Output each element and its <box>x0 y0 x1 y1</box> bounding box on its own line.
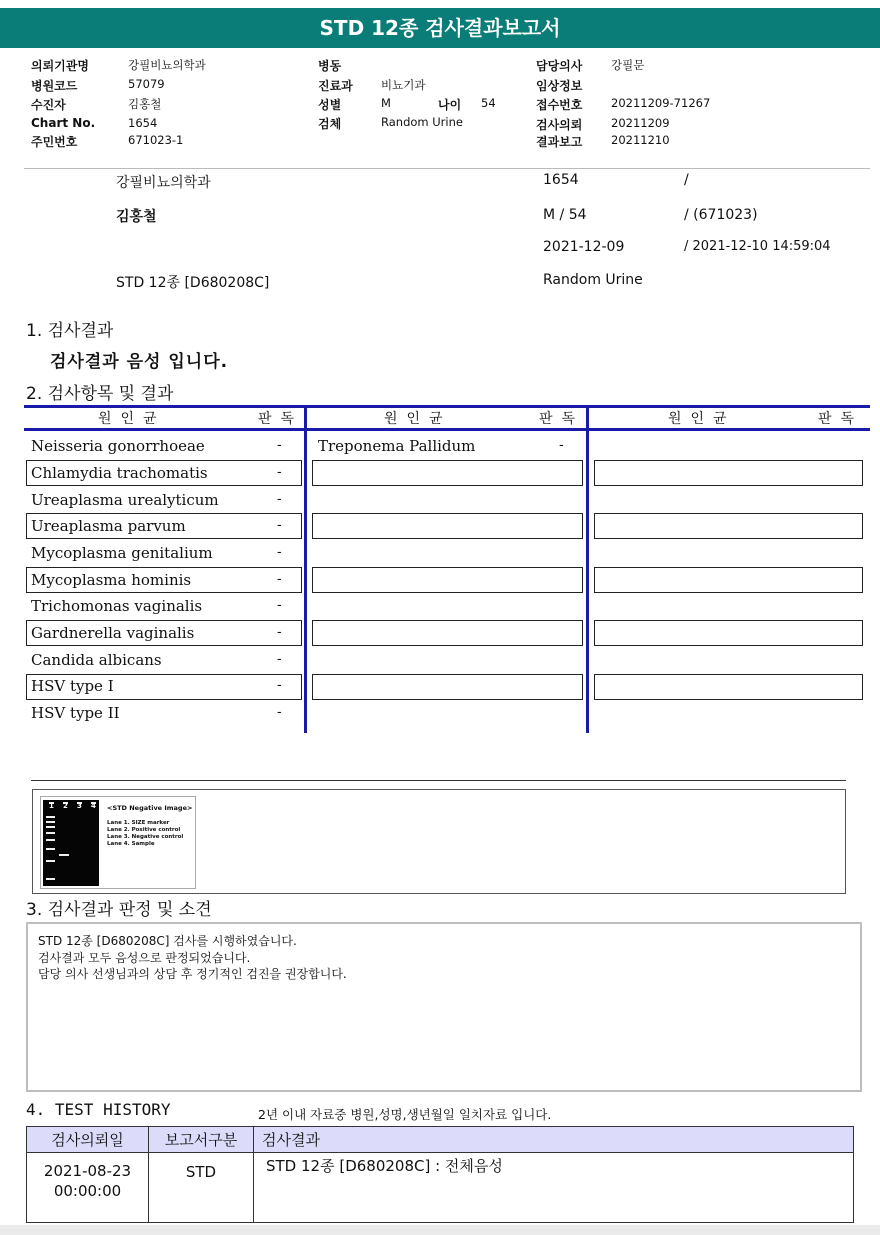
organism-result: - <box>277 438 282 453</box>
section3-title: 3. 검사결과 판정 및 소견 <box>26 900 212 920</box>
institution-value: 강필비뇨의학과 <box>128 58 206 72</box>
summary-specimen: Random Urine <box>543 272 643 288</box>
organism-result: - <box>559 438 564 453</box>
organism-name: Candida albicans <box>31 651 162 669</box>
organism-result: - <box>277 465 282 480</box>
opinion-box <box>26 922 862 1092</box>
clinical-info-label: 임상정보 <box>536 79 583 93</box>
summary-rrn: / (671023) <box>684 207 758 223</box>
lane-number: 3 <box>77 802 82 810</box>
patient-name-label: 수진자 <box>31 98 66 112</box>
organism-name: Trichomonas vaginalis <box>31 597 203 615</box>
history-date-cell <box>27 1153 149 1223</box>
grid-col-rule-2 <box>586 405 589 733</box>
row-box <box>312 567 583 593</box>
organism-name: Mycoplasma hominis <box>31 571 192 589</box>
report-date-value: 20211210 <box>611 133 670 147</box>
summary-sex-age: M / 54 <box>543 207 587 223</box>
history-header-result: 검사결과 <box>254 1127 854 1153</box>
hospital-code-value: 57079 <box>128 77 165 91</box>
row-box <box>312 620 583 646</box>
request-date-value: 20211209 <box>611 116 670 130</box>
table-row <box>27 1153 854 1223</box>
gel-band <box>46 878 55 880</box>
grid-head-rule <box>24 428 870 431</box>
organism-name: Chlamydia trachomatis <box>31 464 208 482</box>
gel-legend: Lane 3. Negative control <box>107 834 184 840</box>
specimen-value: Random Urine <box>381 115 463 129</box>
gel-band <box>59 854 69 856</box>
organism-name: Neisseria gonorrhoeae <box>31 437 205 455</box>
organism-result: - <box>277 705 282 720</box>
organism-result: - <box>277 572 282 587</box>
row-box <box>594 620 863 646</box>
lane-number: 2 <box>63 802 68 810</box>
row-box <box>312 513 583 539</box>
organism-name: Gardnerella vaginalis <box>31 624 195 642</box>
summary-date2: / 2021-12-10 14:59:04 <box>684 239 831 254</box>
history-type: STD <box>149 1153 254 1223</box>
organism-result: - <box>277 492 282 507</box>
organism-result: - <box>277 518 282 533</box>
col1-organism-header: 원인균 <box>98 411 166 427</box>
gel-photo <box>43 800 99 886</box>
history-header-type: 보고서구분 <box>149 1127 254 1153</box>
sex-value: M <box>381 96 391 110</box>
history-result: STD 12종 [D680208C] : 전체음성 <box>254 1153 854 1223</box>
col1-result-header: 판독 <box>258 411 304 427</box>
gel-legend: Lane 2. Positive control <box>107 827 181 833</box>
gel-legend: Lane 1. SIZE marker <box>107 820 170 826</box>
ward-label: 병동 <box>318 59 342 73</box>
organism-name: Treponema Pallidum <box>318 437 476 455</box>
history-header-date: 검사의뢰일 <box>27 1127 149 1153</box>
request-date-label: 검사의뢰 <box>536 118 583 132</box>
chart-no-label: Chart No. <box>31 116 96 130</box>
gel-band <box>46 816 55 818</box>
col2-organism-header: 원인균 <box>384 411 452 427</box>
opinion-line: 담당 의사 선생님과의 상담 후 정기적인 검진을 권장합니다. <box>38 967 347 981</box>
section2-title: 2. 검사항목 및 결과 <box>26 384 174 404</box>
summary-chart: 1654 <box>543 172 579 188</box>
image-top-rule <box>31 780 846 781</box>
rrn-label: 주민번호 <box>31 135 78 149</box>
gel-band <box>46 821 55 823</box>
organism-name: Ureaplasma parvum <box>31 517 186 535</box>
row-box <box>594 513 863 539</box>
age-value: 54 <box>481 96 496 110</box>
gel-band <box>46 832 55 834</box>
row-box <box>312 460 583 486</box>
history-time: 00:00:00 <box>53 1182 122 1200</box>
summary-name: 김홍철 <box>116 209 157 225</box>
section1-text: 검사결과 음성 입니다. <box>50 352 229 372</box>
col3-result-header: 판독 <box>818 411 864 427</box>
doctor-label: 담당의사 <box>536 59 583 73</box>
sex-label: 성별 <box>318 98 342 112</box>
lane-number: 1 <box>49 802 54 810</box>
organism-result: - <box>277 598 282 613</box>
organism-result: - <box>277 652 282 667</box>
history-header-row <box>27 1127 854 1153</box>
opinion-line: 검사결과 모두 음성으로 판정되었습니다. <box>38 951 251 965</box>
row-box <box>594 567 863 593</box>
receipt-no-label: 접수번호 <box>536 98 583 112</box>
header-divider <box>24 168 870 169</box>
organism-result: - <box>277 625 282 640</box>
opinion-line: STD 12종 [D680208C] 검사를 시행하였습니다. <box>38 934 297 948</box>
summary-test: STD 12종 [D680208C] <box>116 275 270 291</box>
dept-value: 비뇨기과 <box>381 78 426 92</box>
grid-col-rule-1 <box>304 405 307 733</box>
gel-image <box>40 796 196 889</box>
organism-name: HSV type II <box>31 704 120 722</box>
doctor-value: 강필문 <box>611 58 645 72</box>
organism-name: Ureaplasma urealyticum <box>31 491 219 509</box>
gel-legend: Lane 4. Sample <box>107 841 155 847</box>
organism-result: - <box>277 545 282 560</box>
gel-band <box>46 839 55 841</box>
summary-slash: / <box>684 172 689 188</box>
row-box <box>594 460 863 486</box>
chart-no-value: 1654 <box>128 116 158 130</box>
specimen-label: 검체 <box>318 117 342 131</box>
patient-name-value: 김홍철 <box>128 97 162 111</box>
gel-band <box>46 826 55 828</box>
gel-title: <STD Negative Image> <box>107 804 193 812</box>
history-table <box>26 1126 854 1223</box>
dept-label: 진료과 <box>318 79 353 93</box>
organism-result: - <box>277 678 282 693</box>
summary-date1: 2021-12-09 <box>543 239 625 255</box>
organism-name: HSV type I <box>31 677 114 695</box>
summary-hospital: 강필비뇨의학과 <box>116 175 211 191</box>
row-box <box>594 674 863 700</box>
institution-label: 의뢰기관명 <box>31 59 89 73</box>
col2-result-header: 판독 <box>539 411 585 427</box>
gel-band <box>46 848 55 850</box>
col3-organism-header: 원인균 <box>668 411 736 427</box>
receipt-no-value: 20211209-71267 <box>611 96 711 110</box>
report-date-label: 결과보고 <box>536 135 583 149</box>
lane-number: 4 <box>91 802 96 810</box>
age-label: 나이 <box>438 98 462 112</box>
row-box <box>312 674 583 700</box>
section1-title: 1. 검사결과 <box>26 321 114 341</box>
organism-name: Mycoplasma genitalium <box>31 544 213 562</box>
gel-band <box>46 860 55 862</box>
history-date: 2021-08-23 <box>43 1162 132 1180</box>
hospital-code-label: 병원코드 <box>31 79 78 93</box>
rrn-value: 671023-1 <box>128 133 184 147</box>
history-note: 2년 이내 자료중 병원,성명,생년월일 일치자료 입니다. <box>258 1107 552 1122</box>
report-title: STD 12종 검사결과보고서 <box>0 8 880 48</box>
section4-title: 4. TEST HISTORY <box>26 1100 171 1119</box>
